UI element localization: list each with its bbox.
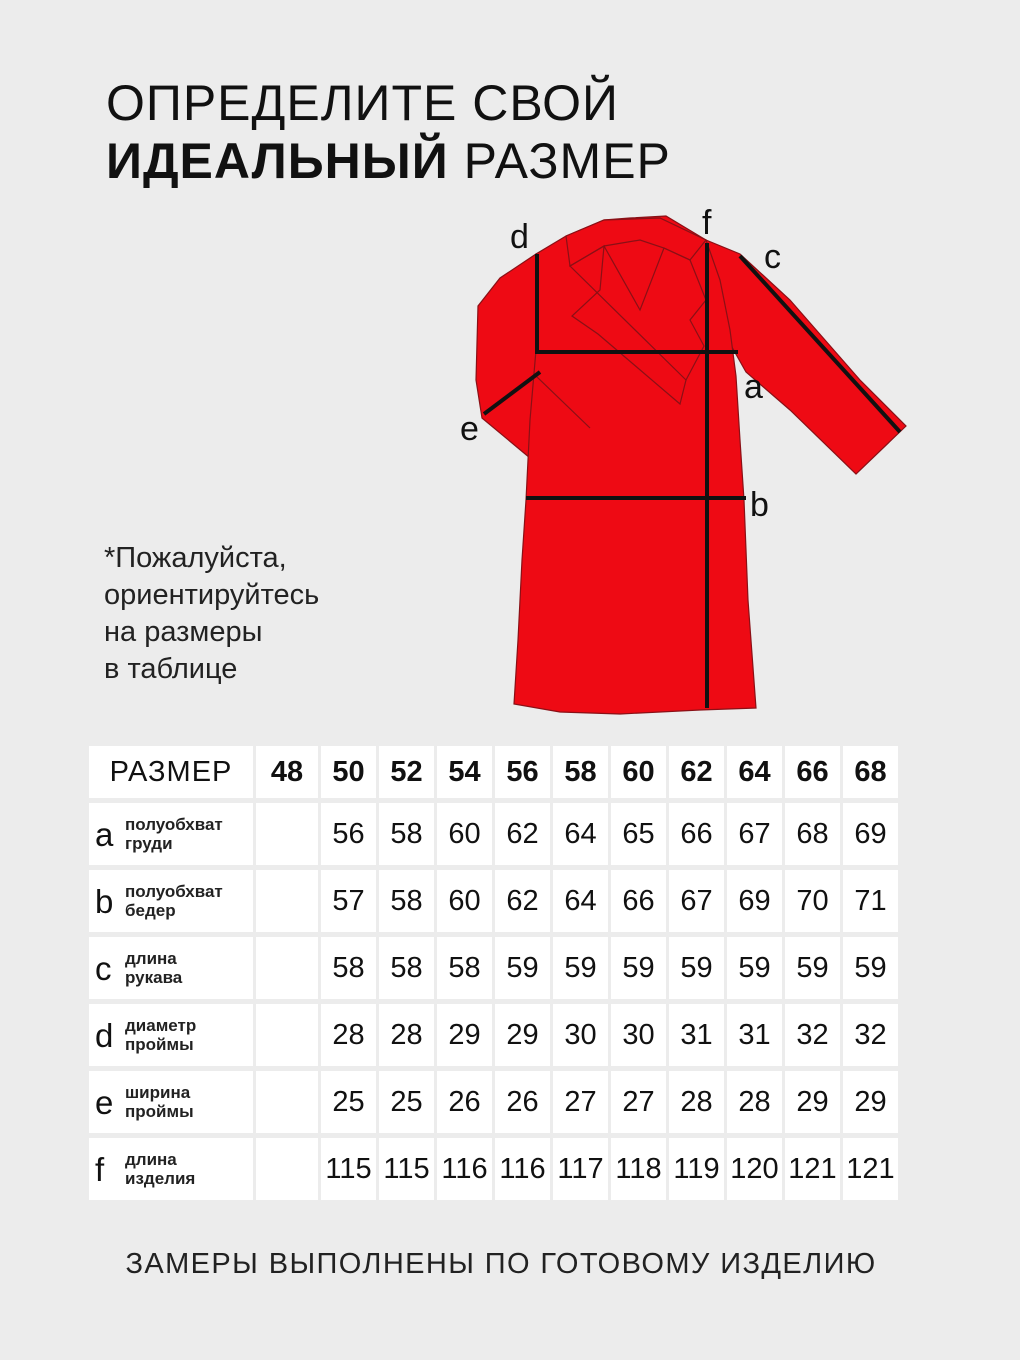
table-cell: 64 <box>553 803 608 865</box>
measurement-description <box>121 1016 196 1054</box>
table-cell: 66 <box>669 803 724 865</box>
table-cell: 31 <box>727 1004 782 1066</box>
size-header-label <box>89 746 253 798</box>
table-cell: 26 <box>437 1071 492 1133</box>
measurement-param <box>89 1071 253 1133</box>
table-cell: 58 <box>379 937 434 999</box>
table-cell: 60 <box>437 870 492 932</box>
measurement-description-line: длина <box>125 1150 177 1169</box>
note-line: *Пожалуйста, <box>104 542 287 574</box>
table-cell: 59 <box>727 937 782 999</box>
table-row <box>89 1138 898 1200</box>
table-cell: 59 <box>495 937 550 999</box>
title-bold-word: ИДЕАЛЬНЫЙ <box>106 133 449 189</box>
table-cell <box>256 937 318 999</box>
table-row <box>89 1004 898 1066</box>
measurement-description-line: проймы <box>125 1102 194 1121</box>
label-b: b <box>750 486 769 524</box>
table-cell: 58 <box>437 937 492 999</box>
table-cell: 30 <box>611 1004 666 1066</box>
table-row <box>89 1071 898 1133</box>
label-f: f <box>702 204 712 242</box>
table-cell: 60 <box>437 803 492 865</box>
table-cell: 59 <box>611 937 666 999</box>
table-cell: 32 <box>785 1004 840 1066</box>
measurement-description <box>121 815 223 853</box>
table-cell: 66 <box>611 870 666 932</box>
coat-illustration <box>476 216 906 714</box>
size-header-cell: 64 <box>727 746 782 798</box>
table-cell <box>256 870 318 932</box>
table-cell: 116 <box>437 1138 492 1200</box>
table-cell: 118 <box>611 1138 666 1200</box>
footer-note: ЗАМЕРЫ ВЫПОЛНЕНЫ ПО ГОТОВОМУ ИЗДЕЛИЮ <box>125 1248 877 1280</box>
table-cell: 28 <box>727 1071 782 1133</box>
size-header-cell: 58 <box>553 746 608 798</box>
measurement-letter: b <box>95 882 114 920</box>
table-cell: 69 <box>727 870 782 932</box>
size-header-row <box>89 746 898 798</box>
measurement-description-line: проймы <box>125 1035 194 1054</box>
table-cell: 120 <box>727 1138 782 1200</box>
table-cell: 57 <box>321 870 376 932</box>
measurement-letter: e <box>95 1083 114 1121</box>
table-cell: 25 <box>379 1071 434 1133</box>
measurement-description-line: изделия <box>125 1169 196 1188</box>
measurement-param <box>89 937 253 999</box>
table-cell: 29 <box>437 1004 492 1066</box>
measurement-letter: f <box>95 1150 105 1188</box>
size-header-cell: 48 <box>256 746 318 798</box>
table-row <box>89 937 898 999</box>
label-c: c <box>764 238 781 276</box>
table-row <box>89 870 898 932</box>
table-cell: 28 <box>379 1004 434 1066</box>
table-cell: 32 <box>843 1004 898 1066</box>
measurement-description-line: бедер <box>125 901 176 920</box>
table-cell: 59 <box>843 937 898 999</box>
table-cell <box>256 803 318 865</box>
table-cell: 119 <box>669 1138 724 1200</box>
measurement-letter: c <box>95 949 112 987</box>
table-cell: 27 <box>611 1071 666 1133</box>
table-cell: 121 <box>785 1138 840 1200</box>
table-cell: 58 <box>321 937 376 999</box>
measurement-letter: a <box>95 815 114 853</box>
label-a: a <box>744 368 763 406</box>
note-line: на размеры <box>104 616 263 648</box>
measurement-param <box>89 803 253 865</box>
measurement-description <box>121 1083 194 1121</box>
measurement-param <box>89 1138 253 1200</box>
table-cell: 56 <box>321 803 376 865</box>
measurement-letter: d <box>95 1016 114 1054</box>
table-cell: 28 <box>669 1071 724 1133</box>
measurement-description-line: длина <box>125 949 177 968</box>
size-header-cell: 54 <box>437 746 492 798</box>
table-cell: 26 <box>495 1071 550 1133</box>
table-cell: 59 <box>669 937 724 999</box>
measurement-description <box>121 1150 195 1188</box>
size-header-cell: 68 <box>843 746 898 798</box>
table-cell: 69 <box>843 803 898 865</box>
size-header-cell: 60 <box>611 746 666 798</box>
measurement-description <box>121 949 182 987</box>
table-cell: 62 <box>495 803 550 865</box>
table-cell <box>256 1071 318 1133</box>
table-cell: 115 <box>379 1138 434 1200</box>
size-header-cell: 50 <box>321 746 376 798</box>
table-cell: 67 <box>727 803 782 865</box>
table-cell: 28 <box>321 1004 376 1066</box>
table-cell: 29 <box>843 1071 898 1133</box>
table-cell: 62 <box>495 870 550 932</box>
table-cell: 59 <box>553 937 608 999</box>
size-header-cell: 66 <box>785 746 840 798</box>
table-cell: 59 <box>785 937 840 999</box>
note-line: ориентируйтесь <box>104 579 320 611</box>
title-line-1: ОПРЕДЕЛИТЕ СВОЙ <box>106 75 619 131</box>
measurement-description-line: ширина <box>125 1083 191 1102</box>
table-cell: 121 <box>843 1138 898 1200</box>
table-cell: 25 <box>321 1071 376 1133</box>
table-cell: 117 <box>553 1138 608 1200</box>
table-cell: 29 <box>495 1004 550 1066</box>
label-e: e <box>460 410 479 448</box>
measurement-description-line: полуобхват <box>125 815 223 834</box>
table-row <box>89 803 898 865</box>
measurement-param <box>89 870 253 932</box>
size-table <box>86 741 901 1205</box>
table-cell: 71 <box>843 870 898 932</box>
size-header-cell: 56 <box>495 746 550 798</box>
table-cell: 27 <box>553 1071 608 1133</box>
measurement-description-line: полуобхват <box>125 882 223 901</box>
measurement-description-line: груди <box>125 834 173 853</box>
size-header-cell: 52 <box>379 746 434 798</box>
measurement-description-line: диаметр <box>125 1016 197 1035</box>
coat-body <box>514 216 756 714</box>
table-cell <box>256 1004 318 1066</box>
table-cell <box>256 1138 318 1200</box>
table-cell: 67 <box>669 870 724 932</box>
table-cell: 116 <box>495 1138 550 1200</box>
size-header-text: РАЗМЕР <box>109 755 233 788</box>
table-cell: 58 <box>379 870 434 932</box>
table-cell: 70 <box>785 870 840 932</box>
table-cell: 31 <box>669 1004 724 1066</box>
table-cell: 58 <box>379 803 434 865</box>
label-d: d <box>510 218 529 256</box>
measurement-description-line: рукава <box>125 968 183 987</box>
table-cell: 68 <box>785 803 840 865</box>
note-line: в таблице <box>104 653 238 685</box>
table-cell: 115 <box>321 1138 376 1200</box>
table-cell: 65 <box>611 803 666 865</box>
measurement-description <box>121 882 223 920</box>
size-header-cell: 62 <box>669 746 724 798</box>
table-cell: 64 <box>553 870 608 932</box>
measurement-param <box>89 1004 253 1066</box>
table-cell: 30 <box>553 1004 608 1066</box>
size-table-body <box>89 746 898 1200</box>
table-cell: 29 <box>785 1071 840 1133</box>
title-rest-word: РАЗМЕР <box>463 133 671 189</box>
